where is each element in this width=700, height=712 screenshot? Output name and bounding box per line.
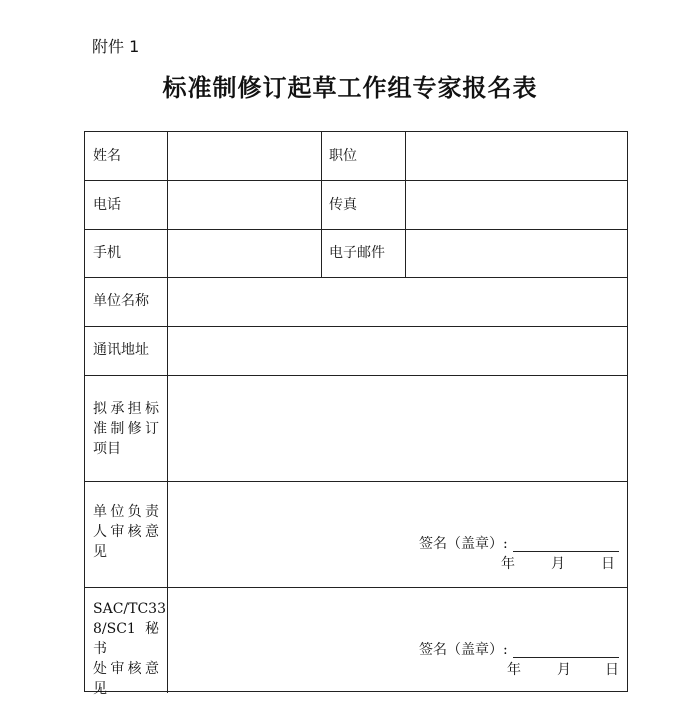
- secretariat-label-line: 处审核意: [93, 661, 159, 677]
- address-field[interactable]: [168, 327, 628, 374]
- unit-opinion-label-line: 见: [93, 544, 107, 560]
- signature-label: 签名（盖章）:: [419, 536, 508, 552]
- project-label-line: 项目: [93, 441, 121, 457]
- fax-field[interactable]: [406, 181, 628, 228]
- form-title: 标准制修订起草工作组专家报名表: [162, 73, 538, 102]
- unit-opinion-label: [93, 502, 159, 562]
- registration-form-table: [84, 131, 628, 697]
- secretariat-label-line: 8/SC1 秘书: [93, 621, 159, 657]
- unit-opinion-label-line: 人审核意: [93, 524, 159, 540]
- phone-label: 电话: [93, 197, 121, 213]
- date-day-label: 日: [605, 662, 619, 678]
- signature-line: [513, 657, 619, 658]
- name-label: 姓名: [93, 148, 121, 164]
- signature-label: 签名（盖章）:: [419, 642, 508, 658]
- mobile-label: 手机: [93, 245, 121, 261]
- phone-field[interactable]: [168, 181, 320, 228]
- secretariat-label-line: SAC/TC33: [93, 601, 166, 617]
- signature-line: [513, 551, 619, 552]
- project-label-line: 准制修订: [93, 421, 159, 437]
- date-month-label: 月: [557, 662, 571, 678]
- project-field[interactable]: [168, 376, 628, 480]
- date-month-label: 月: [551, 556, 565, 572]
- secretariat-opinion-label: [93, 599, 166, 699]
- project-label: [93, 399, 159, 459]
- project-label-line: 拟承担标: [93, 401, 159, 417]
- secretariat-label-line: 见: [93, 681, 107, 697]
- attachment-label: 附件 1: [92, 37, 140, 56]
- position-field[interactable]: [406, 132, 628, 179]
- organization-label: 单位名称: [93, 293, 149, 309]
- email-label: 电子邮件: [329, 245, 385, 261]
- position-label: 职位: [329, 148, 357, 164]
- mobile-field[interactable]: [168, 230, 320, 276]
- unit-opinion-label-line: 单位负责: [93, 504, 159, 520]
- name-field[interactable]: [168, 132, 320, 179]
- date-year-label: 年: [507, 662, 521, 678]
- organization-field[interactable]: [168, 278, 628, 325]
- date-day-label: 日: [601, 556, 615, 572]
- email-field[interactable]: [406, 230, 628, 276]
- address-label: 通讯地址: [93, 342, 149, 358]
- column-divider: [321, 132, 322, 277]
- fax-label: 传真: [329, 197, 357, 213]
- date-year-label: 年: [501, 556, 515, 572]
